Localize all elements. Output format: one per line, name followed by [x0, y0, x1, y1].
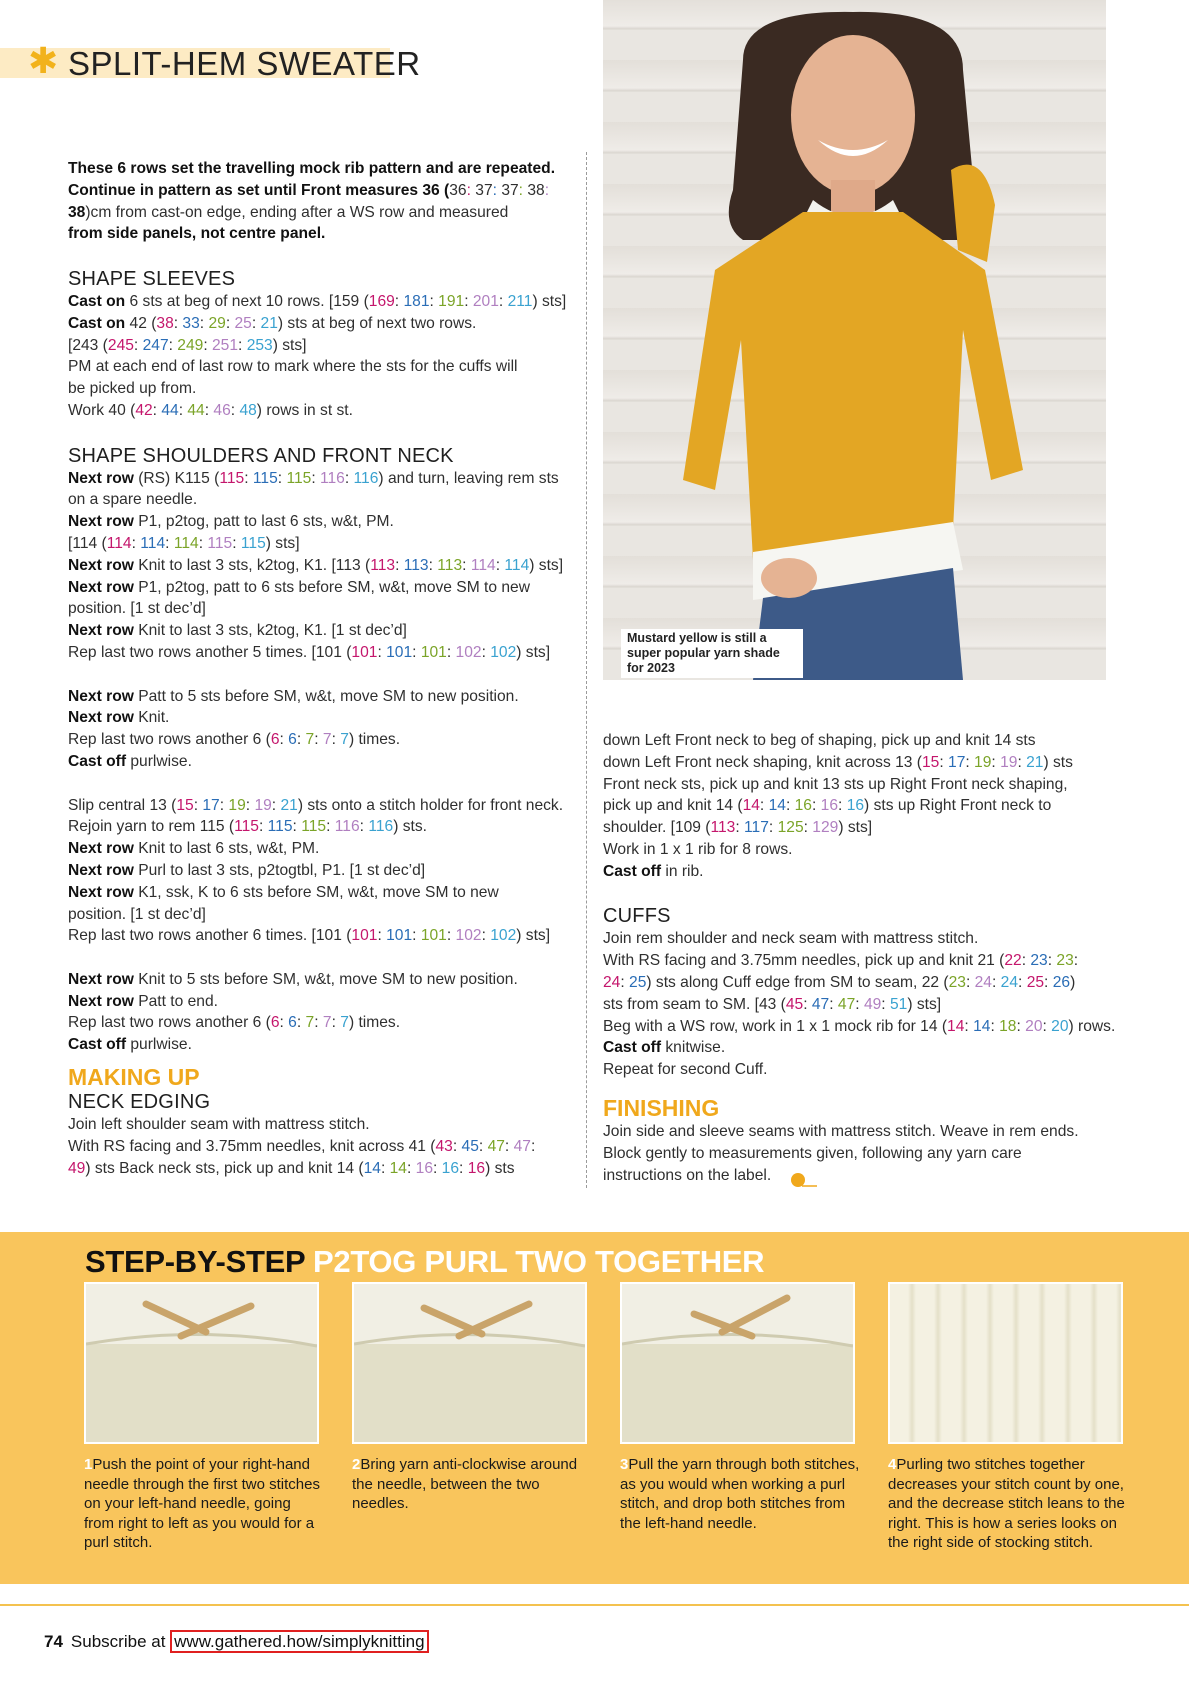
- size-value: 102: [490, 643, 517, 661]
- size-value: 45: [785, 995, 804, 1013]
- size-value: 114: [504, 556, 530, 574]
- cuffs-heading: CUFFS: [603, 905, 671, 928]
- instruction-label: Next row: [68, 709, 134, 727]
- size-value: 14: [768, 797, 786, 815]
- finishing-heading: FINISHING: [603, 1094, 720, 1121]
- text-line: Rejoin yarn to rem 115 (115: 115: 115: 116: 116) sts.: [68, 818, 427, 836]
- yarn-ball-icon: [790, 1172, 818, 1190]
- text-line: [114 (114: 114: 114: 115: 115) sts]: [68, 534, 300, 552]
- text-line: PM at each end of last row to mark where the sts for the cuffs will: [68, 358, 518, 376]
- size-value: 20: [1025, 1017, 1043, 1035]
- text-line: [68, 223, 588, 245]
- size-value: 113: [710, 819, 736, 837]
- text-line: Join left shoulder seam with mattress stitch.: [68, 1116, 370, 1134]
- text-line: Next row P1, p2tog, patt to last 6 sts, w&t, PM.: [68, 513, 394, 531]
- text-line: Slip central 13 (15: 17: 19: 19: 21) sts onto a stitch holder for front neck.: [68, 796, 564, 814]
- text-line: Cast off knitwise.: [603, 1039, 726, 1057]
- text-line: [243 (245: 247: 249: 251: 253) sts]: [68, 336, 307, 354]
- size-value: 16: [467, 1159, 486, 1177]
- size-value: 169: [368, 292, 395, 310]
- size-value: 17: [948, 753, 966, 771]
- size-value: 46: [213, 401, 231, 419]
- size-value: 16: [846, 797, 865, 815]
- size-value: 251: [212, 336, 239, 354]
- size-value: 19: [974, 753, 992, 771]
- size-value: 115: [234, 818, 259, 836]
- size-value: 47: [811, 995, 830, 1013]
- step-number: 1: [84, 1456, 93, 1473]
- size-value: 101: [420, 643, 447, 661]
- size-value: 14: [947, 1017, 965, 1035]
- size-value: 116: [368, 818, 394, 836]
- asterisk-icon: ✱: [28, 41, 59, 82]
- text-line: position. [1 st dec’d]: [68, 600, 206, 618]
- text-line: down Left Front neck to beg of shaping, pick up and knit 14 sts: [603, 732, 1036, 749]
- text-line: down Left Front neck shaping, knit across 13 (15: 17: 19: 19: 21) sts: [603, 753, 1073, 771]
- text-line: shoulder. [109 (113: 117: 125: 129) sts]: [603, 819, 873, 837]
- instruction-label: Next row: [68, 992, 134, 1010]
- left-column: [68, 158, 588, 1179]
- size-value: 16: [794, 797, 812, 815]
- text-line: Cast off purlwise.: [68, 752, 192, 770]
- text-line: Next row Knit.: [68, 709, 170, 727]
- size-value: 113: [403, 556, 429, 574]
- instruction-label: from side panels, not centre panel.: [68, 225, 326, 243]
- size-value: 51: [889, 995, 908, 1013]
- size-value: 116: [353, 469, 379, 487]
- size-value: 14: [389, 1159, 407, 1177]
- instruction-label: Next row: [68, 883, 134, 901]
- text-line: Rep last two rows another 6 (6: 6: 7: 7: 7) times.: [68, 1014, 401, 1032]
- shoulders-text-a: [68, 468, 588, 664]
- size-value: 6: [270, 731, 280, 749]
- step-1-image: [84, 1282, 319, 1444]
- text-line: Join rem shoulder and neck seam with mattress stitch.: [603, 930, 979, 948]
- instruction-label: Next row: [68, 513, 134, 531]
- size-value: 191: [438, 292, 465, 310]
- text-line: Next row Patt to end.: [68, 992, 218, 1010]
- size-value: 21: [260, 314, 278, 332]
- footer: [44, 1631, 429, 1653]
- photo-caption: Mustard yellow is still a super popular yarn shade for 2023: [621, 629, 803, 678]
- shoulders-text-d: [68, 969, 588, 1056]
- text-line: Continue in pattern as set until Front measures 36 (36: 37: 37: 38:: [68, 181, 550, 199]
- text-line: pick up and knit 14 (14: 14: 16: 16: 16) sts up Right Front neck to: [603, 797, 1052, 815]
- text-line: be picked up from.: [68, 380, 197, 398]
- size-value: 7: [340, 1014, 349, 1032]
- size-value: 19: [228, 796, 246, 814]
- size-value: 20: [1051, 1017, 1069, 1035]
- size-value: 7: [340, 731, 349, 749]
- size-value: 7: [305, 731, 315, 749]
- size-value: 114: [140, 534, 166, 552]
- size-value: 21: [280, 796, 298, 814]
- column-divider: [586, 152, 587, 1188]
- text-line: Join side and sleeve seams with mattress stitch. Weave in rem ends.: [603, 1122, 1079, 1140]
- size-value: 6: [270, 1014, 280, 1032]
- size-value: 24: [974, 973, 992, 991]
- size-value: 101: [351, 927, 378, 945]
- step-2-image: [352, 1282, 587, 1444]
- text-line: Cast on 42 (38: 33: 29: 25: 21) sts at beg of next two rows.: [68, 314, 477, 332]
- text-line: Repeat for second Cuff.: [603, 1061, 768, 1079]
- size-value: 22: [1004, 952, 1022, 970]
- subscribe-link[interactable]: www.gathered.how/simplyknitting: [170, 1630, 428, 1653]
- size-value: 24: [603, 973, 621, 991]
- sweater-model-illustration: [603, 0, 1106, 680]
- step-4-image: [888, 1282, 1123, 1444]
- subscribe-text: Subscribe at: [70, 1632, 171, 1651]
- size-value: 43: [435, 1137, 453, 1155]
- text-line: Next row Knit to last 6 sts, w&t, PM.: [68, 840, 320, 858]
- text-line: [68, 158, 588, 180]
- size-value: 247: [142, 336, 169, 354]
- size-value: 25: [629, 973, 647, 991]
- size-value: 33: [182, 314, 200, 332]
- size-value: 115: [286, 469, 312, 487]
- size-value: 245: [107, 336, 134, 354]
- size-value: 26: [1052, 973, 1071, 991]
- size-value: 19: [1000, 753, 1018, 771]
- instruction-label: Next row: [68, 970, 134, 988]
- size-value: 15: [921, 753, 940, 771]
- text-line: 24: 25) sts along Cuff edge from SM to seam, 22 (23: 24: 24: 25: 26): [603, 973, 1076, 991]
- size-value: 45: [461, 1137, 479, 1155]
- size-value: 249: [177, 336, 204, 354]
- shape-sleeves-heading: SHAPE SLEEVES: [68, 267, 236, 290]
- size-value: 47: [837, 995, 856, 1013]
- cuffs-text: [603, 928, 1123, 1081]
- size-value: 18: [999, 1017, 1017, 1035]
- size-value: 253: [246, 336, 273, 354]
- size-value: 14: [742, 797, 760, 815]
- size-value: 48: [239, 401, 257, 419]
- knitting-needles-illustration: [354, 1284, 585, 1442]
- size-value: 15: [176, 796, 194, 814]
- size-value: 101: [351, 643, 378, 661]
- size-value: 16: [820, 797, 839, 815]
- size-value: 115: [301, 818, 327, 836]
- size-value: 181: [403, 292, 430, 310]
- instruction-label: Next row: [68, 469, 134, 487]
- size-value: 23: [948, 973, 966, 991]
- step-description: Pull the yarn through both stitches, as you would when working a purl stitch, and drop both stitches from the left-hand needle.: [620, 1456, 860, 1532]
- step-by-step-title: STEP-BY-STEP: [85, 1244, 306, 1279]
- text-line: instructions on the label.: [603, 1166, 772, 1184]
- text-line: Block gently to measurements given, following any yarn care: [603, 1144, 1022, 1162]
- size-value: 115: [267, 818, 293, 836]
- size-value: 102: [455, 927, 482, 945]
- size-value: 14: [973, 1017, 991, 1035]
- text-line: Work in 1 x 1 rib for 8 rows.: [603, 840, 793, 858]
- size-value: 201: [472, 292, 499, 310]
- text-line: With RS facing and 3.75mm needles, pick up and knit 21 (22: 23: 23:: [603, 952, 1079, 970]
- page-title: SPLIT-HEM SWEATER: [68, 45, 421, 82]
- size-value: 125: [777, 819, 804, 837]
- size-value: 7: [322, 731, 332, 749]
- instruction-label: Cast off: [68, 752, 127, 770]
- text-line: Next row K1, ssk, K to 6 sts before SM, w&t, move SM to new: [68, 883, 499, 901]
- size-value: 102: [455, 643, 482, 661]
- text-line: Next row Knit to last 3 sts, k2tog, K1. [1 st dec’d]: [68, 622, 407, 640]
- size-value: 101: [386, 927, 413, 945]
- size-value: 29: [208, 314, 226, 332]
- size-value: 21: [1026, 753, 1044, 771]
- instruction-label: Next row: [68, 861, 134, 879]
- step-description: Bring yarn anti-clockwise around the needle, between the two needles.: [352, 1456, 578, 1513]
- size-value: 19: [254, 796, 272, 814]
- text-line: Next row (RS) K115 (115: 115: 115: 116: 116) and turn, leaving rem sts: [68, 469, 559, 487]
- size-value: 49: [863, 995, 882, 1013]
- size-value: 114: [106, 534, 132, 552]
- text-line: sts from seam to SM. [43 (45: 47: 47: 49: 51) sts]: [603, 995, 942, 1013]
- size-value: 7: [305, 1014, 315, 1032]
- text-line: Front neck sts, pick up and knit 13 sts up Right Front neck shaping,: [603, 775, 1068, 793]
- text-line: 49) sts Back neck sts, pick up and knit 14 (14: 14: 16: 16: 16) sts: [68, 1159, 515, 1177]
- size-value: 101: [420, 927, 447, 945]
- text-line: Beg with a WS row, work in 1 x 1 mock rib for 14 (14: 14: 18: 20: 20) rows.: [603, 1017, 1116, 1035]
- size-value: :: [518, 181, 528, 199]
- text-line: With RS facing and 3.75mm needles, knit across 41 (43: 45: 47: 47:: [68, 1137, 536, 1155]
- size-value: 23: [1056, 952, 1074, 970]
- step-2-text: [352, 1455, 592, 1514]
- instruction-label: Next row: [68, 622, 134, 640]
- finishing-text: [603, 1121, 1123, 1186]
- size-value: 38: [156, 314, 174, 332]
- text-line: Cast off purlwise.: [68, 1036, 192, 1054]
- size-value: 113: [437, 556, 463, 574]
- size-value: 16: [415, 1159, 433, 1177]
- size-value: 42: [135, 401, 153, 419]
- neck-edging-heading: NECK EDGING: [68, 1091, 211, 1114]
- size-value: 116: [334, 818, 360, 836]
- instruction-label: Continue in pattern as set until Front measures 36 (: [68, 181, 450, 199]
- text-line: 38)cm from cast-on edge, ending after a WS row and measured: [68, 203, 509, 221]
- size-value: 6: [288, 731, 297, 749]
- text-line: position. [1 st dec’d]: [68, 905, 206, 923]
- instruction-label: Next row: [68, 578, 134, 596]
- shape-sleeves-text: [68, 291, 588, 422]
- size-value: 114: [470, 556, 496, 574]
- instruction-label: Cast off: [603, 862, 662, 880]
- size-value: 24: [1000, 973, 1019, 991]
- size-value: 211: [507, 292, 533, 310]
- size-value: 14: [363, 1159, 381, 1177]
- size-value: :: [492, 181, 502, 199]
- text-line: Next row Purl to last 3 sts, p2togtbl, P1. [1 st dec’d]: [68, 861, 426, 879]
- text-line: Rep last two rows another 5 times. [101 (101: 101: 101: 102: 102) sts]: [68, 643, 551, 661]
- size-value: 7: [322, 1014, 332, 1032]
- text-line: Next row P1, p2tog, patt to 6 sts before SM, w&t, move SM to new: [68, 578, 530, 596]
- text-line: Work 40 (42: 44: 44: 46: 48) rows in st st.: [68, 401, 353, 419]
- size-value: 129: [812, 819, 839, 837]
- step-3-text: [620, 1455, 860, 1533]
- size-value: :: [544, 181, 550, 199]
- size-value: 102: [490, 927, 517, 945]
- page-number: 74: [44, 1632, 63, 1651]
- neck-edging-continued: [603, 730, 1123, 883]
- shoulders-text-c: [68, 795, 588, 948]
- instruction-label: Cast on: [68, 314, 126, 332]
- text-line: Next row Knit to last 3 sts, k2tog, K1. [113 (113: 113: 113: 114: 114) sts]: [68, 556, 564, 574]
- size-value: 49: [68, 1159, 86, 1177]
- text-line: Cast on 6 sts at beg of next 10 rows. [159 (169: 181: 191: 201: 211) sts]: [68, 292, 567, 310]
- instruction-label: These 6 rows set the travelling mock rib pattern and are repeated.: [68, 160, 556, 177]
- text-line: Cast off in rib.: [603, 862, 704, 880]
- shape-shoulders-heading: SHAPE SHOULDERS AND FRONT NECK: [68, 444, 454, 467]
- size-value: :: [466, 181, 476, 199]
- size-value: 44: [161, 401, 179, 419]
- size-value: 6: [288, 1014, 297, 1032]
- size-value: 117: [744, 819, 769, 837]
- text-line: Rep last two rows another 6 (6: 6: 7: 7: 7) times.: [68, 731, 401, 749]
- right-column: [603, 730, 1123, 1186]
- size-value: 101: [386, 643, 413, 661]
- making-up-heading: MAKING UP: [68, 1064, 200, 1091]
- instruction-label: Cast on: [68, 292, 126, 310]
- step-1-text: [84, 1455, 324, 1553]
- size-value: 115: [240, 534, 266, 552]
- size-value: 115: [219, 469, 245, 487]
- size-value: 16: [441, 1159, 460, 1177]
- text-line: Next row Knit to 5 sts before SM, w&t, move SM to new position.: [68, 970, 518, 988]
- size-value: 23: [1030, 952, 1048, 970]
- size-value: 47: [513, 1137, 531, 1155]
- instruction-label: Next row: [68, 556, 134, 574]
- step-description: Push the point of your right-hand needle through the first two stitches on your left-hand needle, going from right to left as you would for a purl stitch.: [84, 1456, 320, 1552]
- size-value: 47: [487, 1137, 505, 1155]
- size-value: 115: [207, 534, 233, 552]
- knitting-needles-illustration: [86, 1284, 317, 1442]
- text-line: Next row Patt to 5 sts before SM, w&t, move SM to new position.: [68, 687, 519, 705]
- size-value: 25: [234, 314, 252, 332]
- step-description: Purling two stitches together decreases your stitch count by one, and the decrease stitch leans to the right. This is how a series looks on the right side of stocking stitch.: [888, 1456, 1125, 1552]
- size-value: 116: [320, 469, 345, 487]
- knitting-needles-illustration: [622, 1284, 853, 1442]
- step-number: 2: [352, 1456, 361, 1473]
- model-photo: [603, 0, 1106, 680]
- step-by-step-subtitle: P2TOG PURL TWO TOGETHER: [313, 1244, 765, 1279]
- step-number: 4: [888, 1456, 897, 1473]
- size-value: 115: [252, 469, 278, 487]
- step-4-text: [888, 1455, 1128, 1553]
- instruction-label: Next row: [68, 840, 134, 858]
- instruction-label: 38: [68, 203, 86, 221]
- size-value: 114: [173, 534, 199, 552]
- size-value: 44: [187, 401, 205, 419]
- footer-rule: [0, 1604, 1189, 1606]
- intro-paragraph: [68, 158, 588, 245]
- size-value: 113: [370, 556, 396, 574]
- shoulders-text-b: [68, 686, 588, 773]
- text-line: Rep last two rows another 6 times. [101 (101: 101: 101: 102: 102) sts]: [68, 927, 551, 945]
- step-number: 3: [620, 1456, 629, 1473]
- step-3-image: [620, 1282, 855, 1444]
- instruction-label: Cast off: [68, 1036, 127, 1054]
- size-value: 25: [1026, 973, 1045, 991]
- text-line: on a spare needle.: [68, 491, 198, 509]
- neck-edging-text: [68, 1114, 588, 1179]
- instruction-label: Next row: [68, 687, 134, 705]
- instruction-label: Cast off: [603, 1039, 662, 1057]
- size-value: 17: [202, 796, 220, 814]
